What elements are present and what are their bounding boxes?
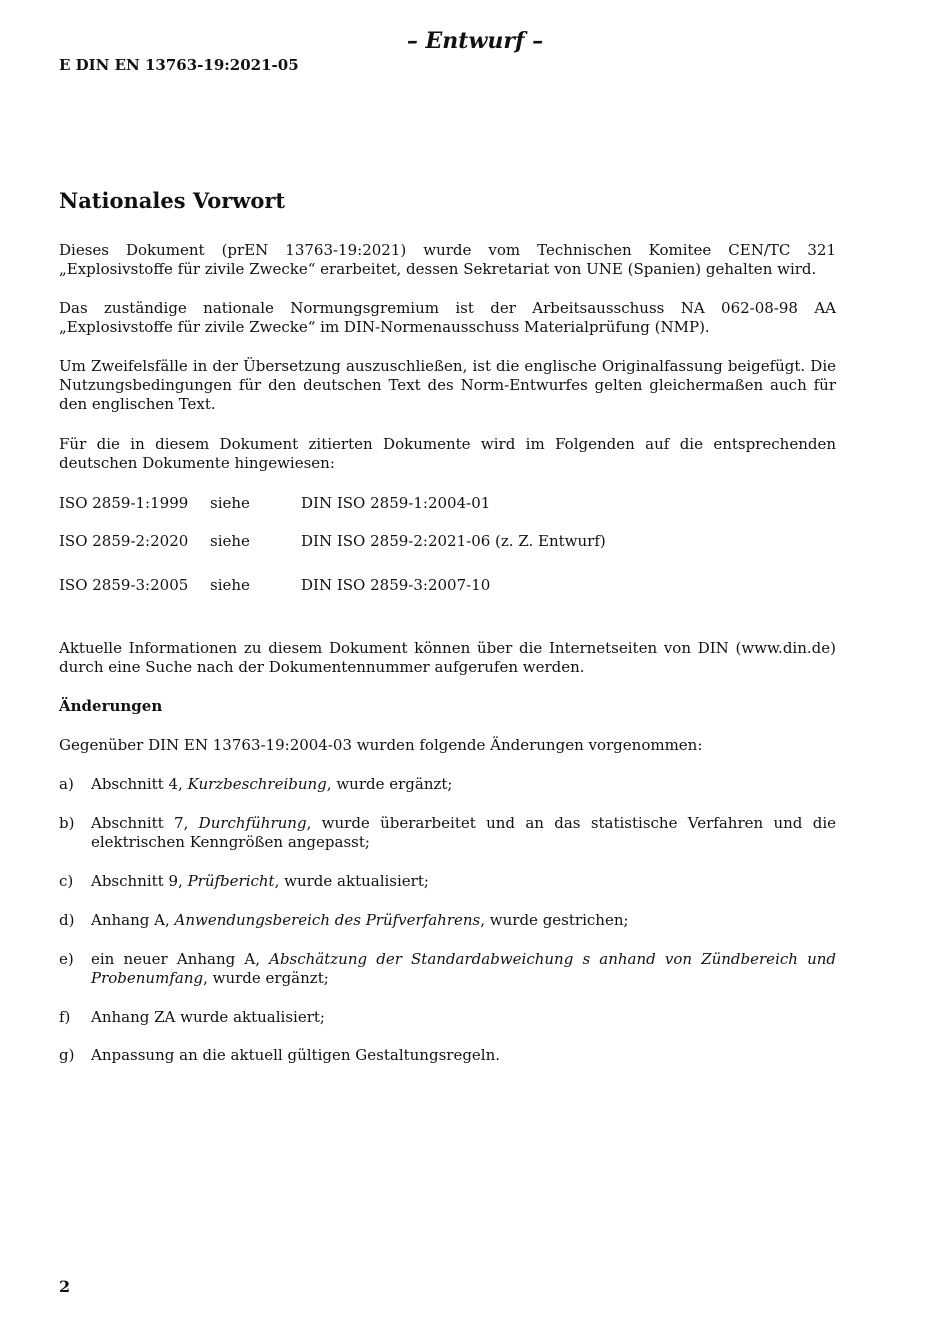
see-label: siehe bbox=[210, 576, 250, 594]
list-item-text bbox=[91, 814, 836, 852]
list-item bbox=[59, 872, 836, 891]
list-item-text bbox=[91, 775, 836, 794]
text-plain: Abschnitt 7, bbox=[91, 814, 199, 832]
iso-reference: ISO 2859-1:1999 bbox=[59, 494, 189, 512]
text-plain: , wurde gestrichen; bbox=[480, 911, 629, 929]
text-italic: Abschätzung der Standardabweichung s anhand von Zündbereich und Probenumfang bbox=[91, 950, 836, 987]
changes-intro bbox=[59, 736, 836, 755]
din-reference: DIN ISO 2859-3:2007-10 bbox=[301, 576, 491, 594]
list-item-label: e) bbox=[59, 950, 74, 968]
paragraph-text: Gegenüber DIN EN 13763-19:2004-03 wurden folgende Änderungen vorgenommen: bbox=[59, 736, 703, 754]
list-item bbox=[59, 1046, 836, 1065]
list-item bbox=[59, 950, 836, 988]
text-plain: ein neuer Anhang A, bbox=[91, 950, 270, 968]
paragraph-text: Um Zweifelsfälle in der Übersetzung auszuschließen, ist die englische Originalfassung beigefügt. Die Nutzungsbedingungen für den deutschen Text des Norm-Entwurfes gelten gleichermaßen auch für den englischen Text. bbox=[59, 357, 836, 413]
paragraph-text: Dieses Dokument (prEN 13763-19:2021) wurde vom Technischen Komitee CEN/TC 321 „Explosivstoffe für zivile Zwecke“ erarbeitet, dessen Sekretariat von UNE (Spanien) gehalten wird. bbox=[59, 241, 836, 278]
list-item bbox=[59, 911, 836, 930]
list-item-text bbox=[91, 1008, 836, 1027]
list-item-label: g) bbox=[59, 1046, 75, 1064]
text-plain: Anhang ZA wurde aktualisiert; bbox=[91, 1008, 325, 1026]
paragraph-1 bbox=[59, 241, 836, 279]
din-reference: DIN ISO 2859-2:2021-06 (z. Z. Entwurf) bbox=[301, 532, 606, 550]
list-item bbox=[59, 775, 836, 794]
paragraph-text: Das zuständige nationale Normungsgremium ist der Arbeitsausschuss NA 062-08-98 AA „Explosivstoffe für zivile Zwecke“ im DIN-Normenausschuss Materialprüfung (NMP). bbox=[59, 299, 836, 336]
list-item-text bbox=[91, 1046, 836, 1065]
text-plain: , wurde aktualisiert; bbox=[274, 872, 429, 890]
paragraph-4 bbox=[59, 435, 836, 473]
iso-reference: ISO 2859-2:2020 bbox=[59, 532, 189, 550]
list-item-label: c) bbox=[59, 872, 74, 890]
text-italic: Durchführung bbox=[198, 814, 307, 832]
text-italic: Prüfbericht bbox=[187, 872, 275, 890]
text-plain: Anpassung an die aktuell gültigen Gestaltungsregeln. bbox=[91, 1046, 501, 1064]
din-reference: DIN ISO 2859-1:2004-01 bbox=[301, 494, 491, 512]
see-label: siehe bbox=[210, 494, 250, 512]
see-label: siehe bbox=[210, 532, 250, 550]
paragraph-3 bbox=[59, 357, 836, 414]
page-title: Nationales Vorwort bbox=[59, 188, 286, 213]
list-item-text bbox=[91, 872, 836, 891]
iso-reference: ISO 2859-3:2005 bbox=[59, 576, 189, 594]
document-id: E DIN EN 13763-19:2021-05 bbox=[59, 56, 299, 74]
draft-watermark: – Entwurf – bbox=[406, 28, 544, 54]
text-plain: Abschnitt 4, bbox=[91, 775, 188, 793]
list-item-text bbox=[91, 911, 836, 930]
list-item-label: b) bbox=[59, 814, 75, 832]
paragraph-2 bbox=[59, 299, 836, 337]
text-plain: Abschnitt 9, bbox=[91, 872, 188, 890]
text-plain: , wurde ergänzt; bbox=[203, 969, 329, 987]
paragraph-text: Für die in diesem Dokument zitierten Dokumente wird im Folgenden auf die entsprechenden deutschen Dokumente hingewiesen: bbox=[59, 435, 836, 472]
paragraph-text: Aktuelle Informationen zu diesem Dokument können über die Internetseiten von DIN (www.din.de) durch eine Suche nach der Dokumentennummer aufgerufen werden. bbox=[59, 639, 836, 676]
list-item-label: f) bbox=[59, 1008, 71, 1026]
text-plain: , wurde ergänzt; bbox=[326, 775, 453, 793]
list-item-text bbox=[91, 950, 836, 988]
text-italic: Anwendungsbereich des Prüfverfahrens bbox=[174, 911, 481, 929]
list-item bbox=[59, 814, 836, 852]
list-item-label: a) bbox=[59, 775, 74, 793]
text-plain: Anhang A, bbox=[91, 911, 175, 929]
list-item-label: d) bbox=[59, 911, 75, 929]
page-number: 2 bbox=[59, 1277, 71, 1296]
info-paragraph bbox=[59, 639, 836, 677]
text-italic: Kurzbeschreibung bbox=[187, 775, 327, 793]
text-plain: , wurde überarbeitet und an das statistische Verfahren und die elektrischen Kenngrößen angepasst; bbox=[91, 814, 836, 851]
changes-heading: Änderungen bbox=[59, 697, 163, 715]
list-item bbox=[59, 1008, 836, 1027]
